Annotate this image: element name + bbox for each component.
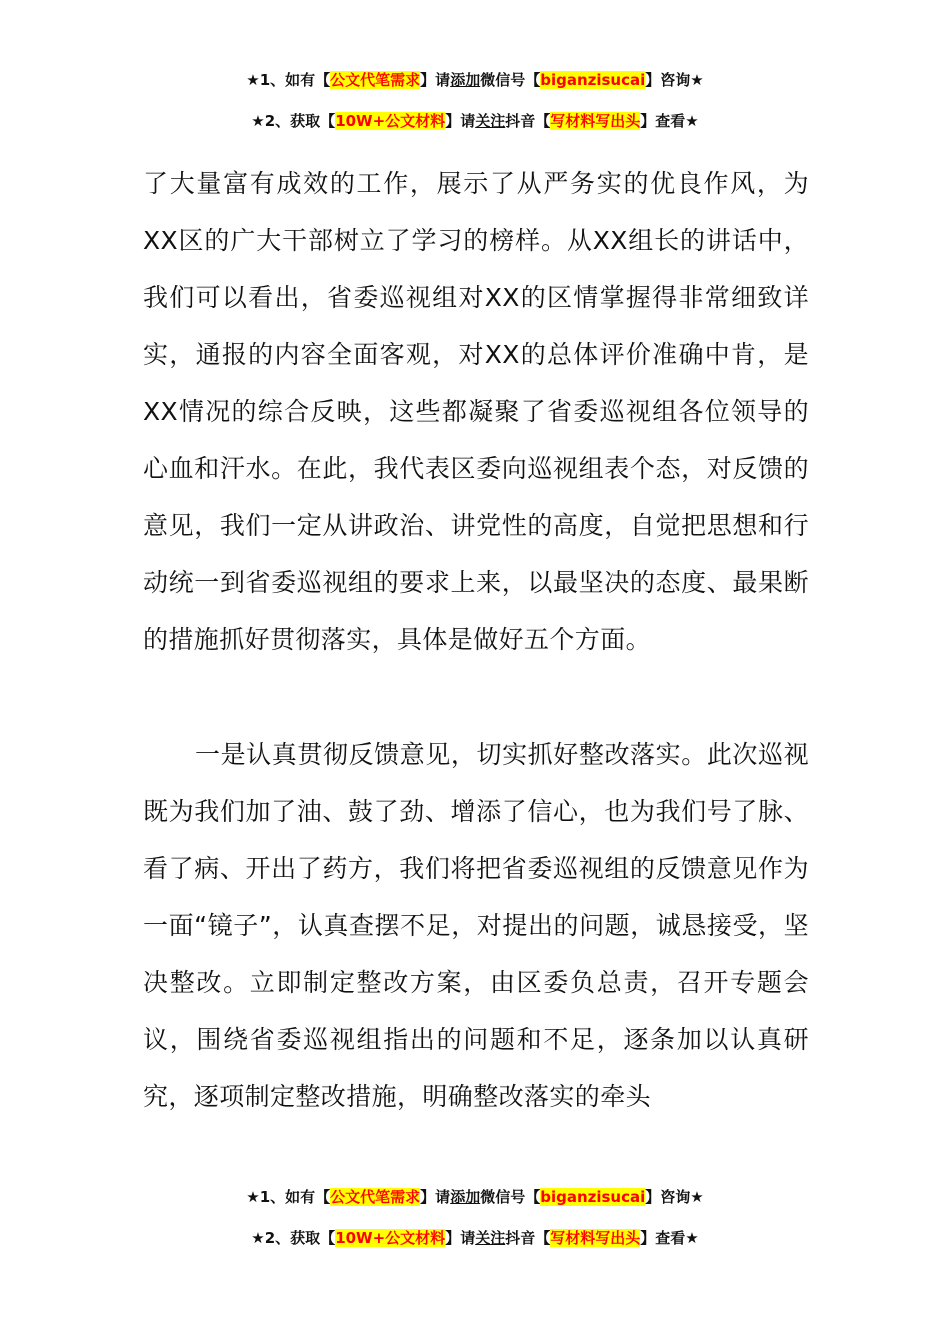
promo-prefix: ★1、如有【 <box>246 71 331 89</box>
promo-highlight: 10W+公文材料 <box>335 1229 446 1247</box>
promo-highlight: 公文代笔需求 <box>330 71 421 89</box>
promo-suffix: 】咨询★ <box>645 1188 704 1206</box>
promo-text: 抖音【 <box>505 1229 551 1247</box>
paragraph-body: 此次巡视既为我们加了油、鼓了劲、增添了信心，也为我们号了脉、看了病、开出了药方，我们将把省委巡视组的反馈意见作为一面“镜子”，认真查摆不足，对提出的问题，诚恳接受，坚决整改。立即制定整改方案，由区委负总责，召开专题会议，围绕省委巡视组指出的问题和不足，逐条加以认真研究，逐项制定整改措施，明确整改落实的牵头 <box>143 740 809 1111</box>
body-paragraph-2 <box>143 726 809 1125</box>
promo-prefix: ★1、如有【 <box>246 1188 331 1206</box>
header-promo-line-1 <box>0 69 950 91</box>
footer-promo-line-2 <box>0 1227 950 1249</box>
promo-underlined: 关注 <box>475 112 506 130</box>
promo-underlined: 添加 <box>450 71 481 89</box>
paragraph-lead-sentence: 一是认真贯彻反馈意见，切实抓好整改落实。 <box>195 740 707 769</box>
promo-highlight: biganzisucai <box>540 1188 646 1206</box>
header-promo-line-2 <box>0 110 950 132</box>
body-paragraph-1: 了大量富有成效的工作，展示了从严务实的优良作风，为XX区的广大干部树立了学习的榜样。从XX组长的讲话中，我们可以看出，省委巡视组对XX的区情掌握得非常细致详实，通报的内容全面客观，对XX的总体评价准确中肯，是XX情况的综合反映，这些都凝聚了省委巡视组各位领导的心血和汗水。在此，我代表区委向巡视组表个态，对反馈的意见，我们一定从讲政治、讲党性的高度，自觉把思想和行动统一到省委巡视组的要求上来，以最坚决的态度、最果断的措施抓好贯彻落实，具体是做好五个方面。 <box>143 169 809 654</box>
promo-text: 】请 <box>445 112 476 130</box>
promo-text: 】请 <box>420 1188 451 1206</box>
footer-promo-line-1 <box>0 1186 950 1208</box>
promo-suffix: 】查看★ <box>640 1229 699 1247</box>
promo-prefix: ★2、获取【 <box>251 1229 336 1247</box>
promo-highlight: 写材料写出头 <box>550 1229 641 1247</box>
promo-text: 微信号【 <box>480 1188 541 1206</box>
promo-highlight: 10W+公文材料 <box>335 112 446 130</box>
promo-underlined: 添加 <box>450 1188 481 1206</box>
promo-highlight: 公文代笔需求 <box>330 1188 421 1206</box>
promo-prefix: ★2、获取【 <box>251 112 336 130</box>
promo-suffix: 】咨询★ <box>645 71 704 89</box>
promo-suffix: 】查看★ <box>640 112 699 130</box>
promo-highlight: biganzisucai <box>540 71 646 89</box>
promo-highlight: 写材料写出头 <box>550 112 641 130</box>
promo-text: 】请 <box>445 1229 476 1247</box>
promo-text: 微信号【 <box>480 71 541 89</box>
promo-text: 】请 <box>420 71 451 89</box>
promo-underlined: 关注 <box>475 1229 506 1247</box>
promo-text: 抖音【 <box>505 112 551 130</box>
